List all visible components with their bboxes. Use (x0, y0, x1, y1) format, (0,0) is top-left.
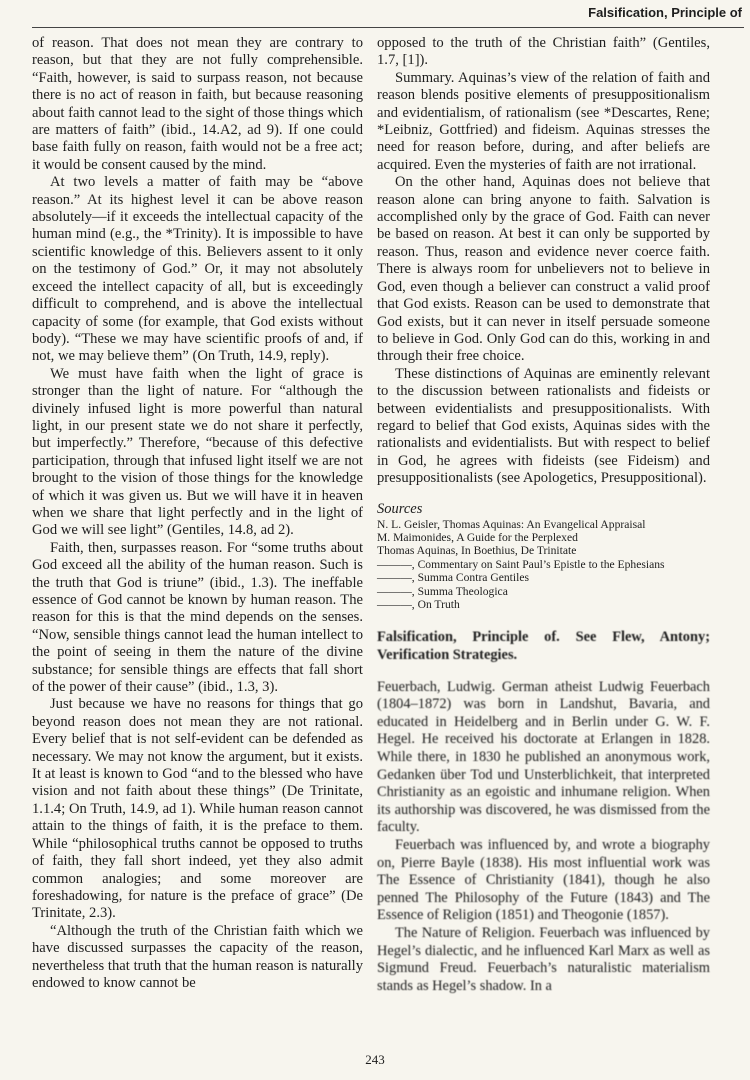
left-column (32, 35, 363, 992)
entry-feuerbach: Feuerbach, Ludwig. German atheist Ludwig Feuerbach (1804–1872) was born in Landshut, Bavaria, and educated in Heidelberg and in Berlin under G. W. F. Hegel. He received his doctorate at Erlangen in 1828. While there, in 1830 he published an anonymous work, Gedanken über Tod und Unsterblichkeit, that interpreted Christianity as an egoistic and inhumane religion. When its authorship was discovered, he was dismissed from the faculty. (377, 678, 710, 836)
paragraph: “Although the truth of the Christian faith which we have discussed surpasses the capacity of the reason, nevertheless that truth that the human reason is naturally endowed to know cannot be (32, 922, 363, 991)
source-item: ———, Summa Theologica (377, 584, 508, 598)
source-item: M. Maimonides, A Guide for the Perplexed (377, 530, 578, 544)
running-head: Falsification, Principle of (588, 5, 742, 20)
paragraph: We must have faith when the light of grace is stronger than the light of nature. For “although the divinely infused light is more powerful than natural light, in our present state we do not share it perfectly, but imperfectly.” Therefore, “because of this defective participation, through that infused light itself we are not brought to the vision of those things for the knowledge of which it was given us. But we will have it in heaven when we share that light perfectly and in the light of God we will see light” (Gentiles, 14.8, ad 2). (32, 365, 363, 539)
source-item: ———, Summa Contra Gentiles (377, 571, 529, 585)
header-rule (32, 27, 744, 28)
right-column (377, 35, 710, 995)
paragraph: At two levels a matter of faith may be “above reason.” At its highest level it can be above reason absolutely—if it exceeds the intellectual capacity of the human mind (e.g., the *Trinity). It is impossible to have scientific knowledge of this. Believers assent to it only on the testimony of God.” Or, it may not absolutely exceed the intellect capacity of all, but is exceedingly difficult to comprehend, and is above the intellectual capacity of some (for example, that God exists without body). “These we may have scientific proofs of and, if not, we may believe them” (On Truth, 14.9, reply). (32, 174, 363, 365)
paragraph: Faith, then, surpasses reason. For “some truths about God exceed all the ability of the human reason. Such is the truth that God is triune” (ibid., 1.3). The ineffable essence of God cannot be known by human reason. The reason for this is that the mind depends on the senses. “Now, sensible things cannot lead the human intellect to the point of seeing in them the nature of the divine substance; for sensible things are effects that fall short of the power of their cause” (ibid., 1.3, 3). (32, 539, 363, 696)
sources-heading: Sources (377, 500, 423, 517)
paragraph: Just because we have no reasons for things that go beyond reason does not mean they are not rational. Every belief that is not self-evident can be defended as necessary. We may not know the argument, but it exists. It at least is known to God “and to the blessed who have vision and not faith about these things” (De Trinitate, 1.1.4; On Truth, 14.9, ad 1). While human reason cannot attain to the things of faith, it is the preface to them. While “philosophical truths cannot be opposed to truths of faith, they fall short indeed, yet they also admit common analogies; and some moreover are foreshadowing, for nature is the preface of grace” (De Trinitate, 2.3). (32, 696, 363, 922)
source-item: N. L. Geisler, Thomas Aquinas: An Evangelical Appraisal (377, 517, 646, 531)
paragraph: On the other hand, Aquinas does not believe that reason alone can bring anyone to faith. Salvation is accomplished only by the grace of God. Faith can never be based on reason. At best it can only be supported by reason. Thus, reason and evidence never coerce faith. There is always room for unbelievers not to believe in God, even though a believer can construct a valid proof that God exists. Reason can be used to demonstrate that God exists, but it can never in itself persuade someone to believe in God. Only God can do this, working in and through their free choice. (377, 174, 710, 365)
paragraph: opposed to the truth of the Christian faith” (Gentiles, 1.7, [1]). (377, 35, 710, 69)
paragraph: Summary. Aquinas’s view of the relation of faith and reason blends positive elements of presuppositionalism and evidentialism, of rationalism (see *Descartes, Rene; *Leibniz, Gottfried) and fideism. Aquinas stresses the need for reason before, during, and after beliefs are acquired. Even the mysteries of faith are not irrational. (377, 69, 710, 173)
source-item: ———, On Truth (377, 598, 460, 611)
paragraph: These distinctions of Aquinas are eminently relevant to the discussion between rationalists and fideists or between evidentialists and presuppositionalists. With regard to belief that God exists, Aquinas sides with the rationalists and evidentialists. But with respect to belief in God, he agrees with fideists (see Fideism) and presuppositionalists (see Apologetics, Presuppositional). (377, 365, 710, 487)
sources-list (377, 518, 710, 612)
source-item: ———, Commentary on Saint Paul’s Epistle to the Ephesians (377, 557, 665, 571)
paragraph: of reason. That does not mean they are contrary to reason, but that they are not fully comprehensible. “Faith, however, is said to surpass reason, not because there is no act of reason in faith, but because reasoning about faith cannot lead to the sight of those things which are matters of faith” (ibid., 14.A2, ad 9). If one could base faith fully on reason, faith would not be a free act; it would be consent caused by the mind. (32, 35, 363, 173)
page-number: 243 (365, 1052, 385, 1067)
next-entries (377, 629, 710, 995)
paragraph: The Nature of Religion. Feuerbach was influenced by Hegel’s dialectic, and he influenced Karl Marx as well as Sigmund Freud. Feuerbach’s naturalistic materialism stands as Hegel’s shadow. In a (377, 924, 710, 994)
paragraph: Feuerbach was influenced by, and wrote a biography on, Pierre Bayle (1838). His most influential work was The Essence of Christianity (1841), though he also penned The Philosophy of the Future (1843) and The Essence of Religion (1851) and Theogonie (1857). (377, 836, 710, 924)
entry-falsification: Falsification, Principle of. See Flew, Antony; Verification Strategies. (377, 629, 710, 663)
source-item: Thomas Aquinas, In Boethius, De Trinitate (377, 544, 577, 558)
